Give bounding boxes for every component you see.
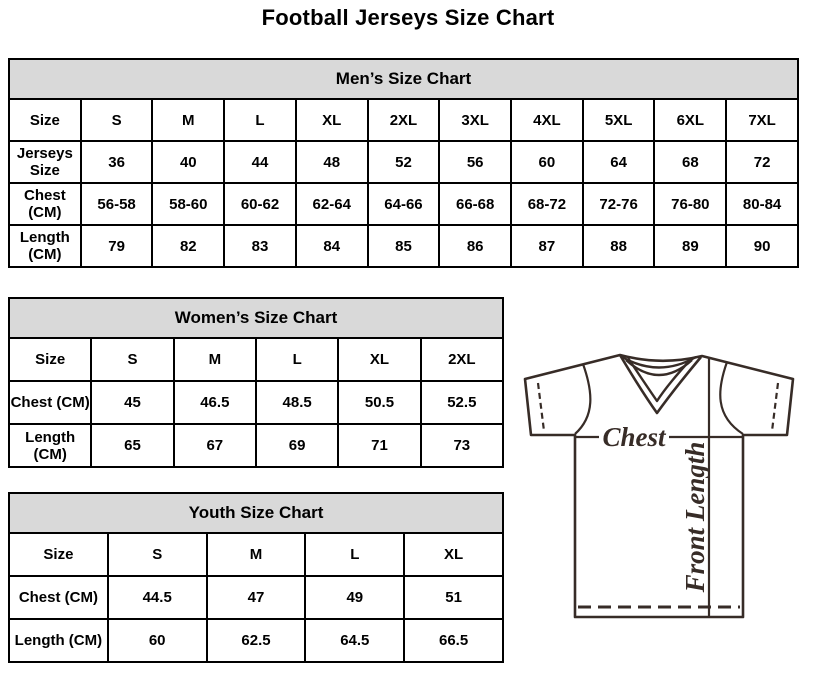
size-cell: 44.5 xyxy=(108,576,207,619)
size-cell: 72 xyxy=(726,141,798,183)
women-size-chart-section xyxy=(8,297,504,468)
size-cell: 49 xyxy=(305,576,404,619)
size-cell: 71 xyxy=(338,424,420,467)
size-cell: 60-62 xyxy=(224,183,296,225)
size-cell: 47 xyxy=(207,576,306,619)
size-cell: 90 xyxy=(726,225,798,267)
size-cell: 73 xyxy=(421,424,503,467)
size-cell: M xyxy=(152,99,224,141)
size-cell: M xyxy=(207,533,306,576)
size-cell: 56-58 xyxy=(81,183,153,225)
size-cell: 6XL xyxy=(654,99,726,141)
size-cell: S xyxy=(81,99,153,141)
table-row xyxy=(9,183,798,225)
size-cell: 44 xyxy=(224,141,296,183)
youth-table-title: Youth Size Chart xyxy=(9,493,503,533)
page-title: Football Jerseys Size Chart xyxy=(261,5,555,30)
size-cell: 58-60 xyxy=(152,183,224,225)
table-row xyxy=(9,381,503,424)
size-cell: XL xyxy=(296,99,368,141)
size-cell: 69 xyxy=(256,424,338,467)
sleeve-seam-icon xyxy=(720,362,743,434)
table-row xyxy=(9,225,798,267)
size-cell: 7XL xyxy=(726,99,798,141)
table-row xyxy=(9,424,503,467)
size-cell: S xyxy=(108,533,207,576)
size-cell: 2XL xyxy=(421,338,503,381)
women-table-title: Women’s Size Chart xyxy=(9,298,503,338)
size-cell: 65 xyxy=(91,424,173,467)
row-label: Length (CM) xyxy=(9,424,91,467)
size-cell: S xyxy=(91,338,173,381)
size-cell: 64 xyxy=(583,141,655,183)
size-cell: 60 xyxy=(108,619,207,662)
jersey-outline-icon xyxy=(525,355,793,617)
size-cell: 62-64 xyxy=(296,183,368,225)
cuff-dash-icon xyxy=(538,383,544,431)
size-cell: 87 xyxy=(511,225,583,267)
size-cell: 72-76 xyxy=(583,183,655,225)
cuff-dash-icon xyxy=(772,383,778,431)
table-caption-row xyxy=(9,59,798,99)
size-cell: 62.5 xyxy=(207,619,306,662)
row-label: Chest (CM) xyxy=(9,183,81,225)
size-cell: 67 xyxy=(174,424,256,467)
size-cell: 45 xyxy=(91,381,173,424)
size-cell: L xyxy=(305,533,404,576)
chest-label: Chest xyxy=(602,422,666,452)
size-cell: XL xyxy=(404,533,503,576)
size-cell: 2XL xyxy=(368,99,440,141)
table-row xyxy=(9,338,503,381)
size-cell: L xyxy=(256,338,338,381)
sleeve-seam-icon xyxy=(575,364,590,434)
table-row xyxy=(9,619,503,662)
size-cell: 40 xyxy=(152,141,224,183)
youth-size-chart-section xyxy=(8,492,504,663)
size-cell: M xyxy=(174,338,256,381)
size-cell: 64-66 xyxy=(368,183,440,225)
size-cell: 82 xyxy=(152,225,224,267)
row-label: Jerseys Size xyxy=(9,141,81,183)
size-cell: 88 xyxy=(583,225,655,267)
size-cell: 36 xyxy=(81,141,153,183)
size-cell: 66.5 xyxy=(404,619,503,662)
row-label: Size xyxy=(9,533,108,576)
size-cell: 50.5 xyxy=(338,381,420,424)
size-cell: 64.5 xyxy=(305,619,404,662)
size-cell: L xyxy=(224,99,296,141)
size-cell: 80-84 xyxy=(726,183,798,225)
size-cell: 3XL xyxy=(439,99,511,141)
size-cell: 4XL xyxy=(511,99,583,141)
size-cell: XL xyxy=(338,338,420,381)
size-cell: 85 xyxy=(368,225,440,267)
row-label: Length (CM) xyxy=(9,619,108,662)
size-cell: 84 xyxy=(296,225,368,267)
size-cell: 56 xyxy=(439,141,511,183)
size-cell: 52.5 xyxy=(421,381,503,424)
size-cell: 48 xyxy=(296,141,368,183)
size-cell: 66-68 xyxy=(439,183,511,225)
row-label: Size xyxy=(9,99,81,141)
size-cell: 48.5 xyxy=(256,381,338,424)
row-label: Chest (CM) xyxy=(9,381,91,424)
size-cell: 46.5 xyxy=(174,381,256,424)
size-cell: 52 xyxy=(368,141,440,183)
men-size-chart-section xyxy=(8,58,799,268)
size-cell: 5XL xyxy=(583,99,655,141)
table-row xyxy=(9,99,798,141)
size-cell: 79 xyxy=(81,225,153,267)
men-table-title: Men’s Size Chart xyxy=(9,59,798,99)
women-size-table xyxy=(8,297,504,468)
row-label: Length (CM) xyxy=(9,225,81,267)
table-row xyxy=(9,576,503,619)
size-cell: 89 xyxy=(654,225,726,267)
size-cell: 51 xyxy=(404,576,503,619)
table-row xyxy=(9,141,798,183)
size-cell: 86 xyxy=(439,225,511,267)
men-size-table xyxy=(8,58,799,268)
table-row xyxy=(9,533,503,576)
size-cell: 76-80 xyxy=(654,183,726,225)
row-label: Size xyxy=(9,338,91,381)
youth-size-table xyxy=(8,492,504,663)
jersey-measurement-diagram xyxy=(505,330,805,660)
front-length-label: Front Length xyxy=(680,441,710,593)
table-caption-row xyxy=(9,298,503,338)
size-cell: 68 xyxy=(654,141,726,183)
size-cell: 68-72 xyxy=(511,183,583,225)
size-cell: 83 xyxy=(224,225,296,267)
size-cell: 60 xyxy=(511,141,583,183)
table-caption-row xyxy=(9,493,503,533)
row-label: Chest (CM) xyxy=(9,576,108,619)
